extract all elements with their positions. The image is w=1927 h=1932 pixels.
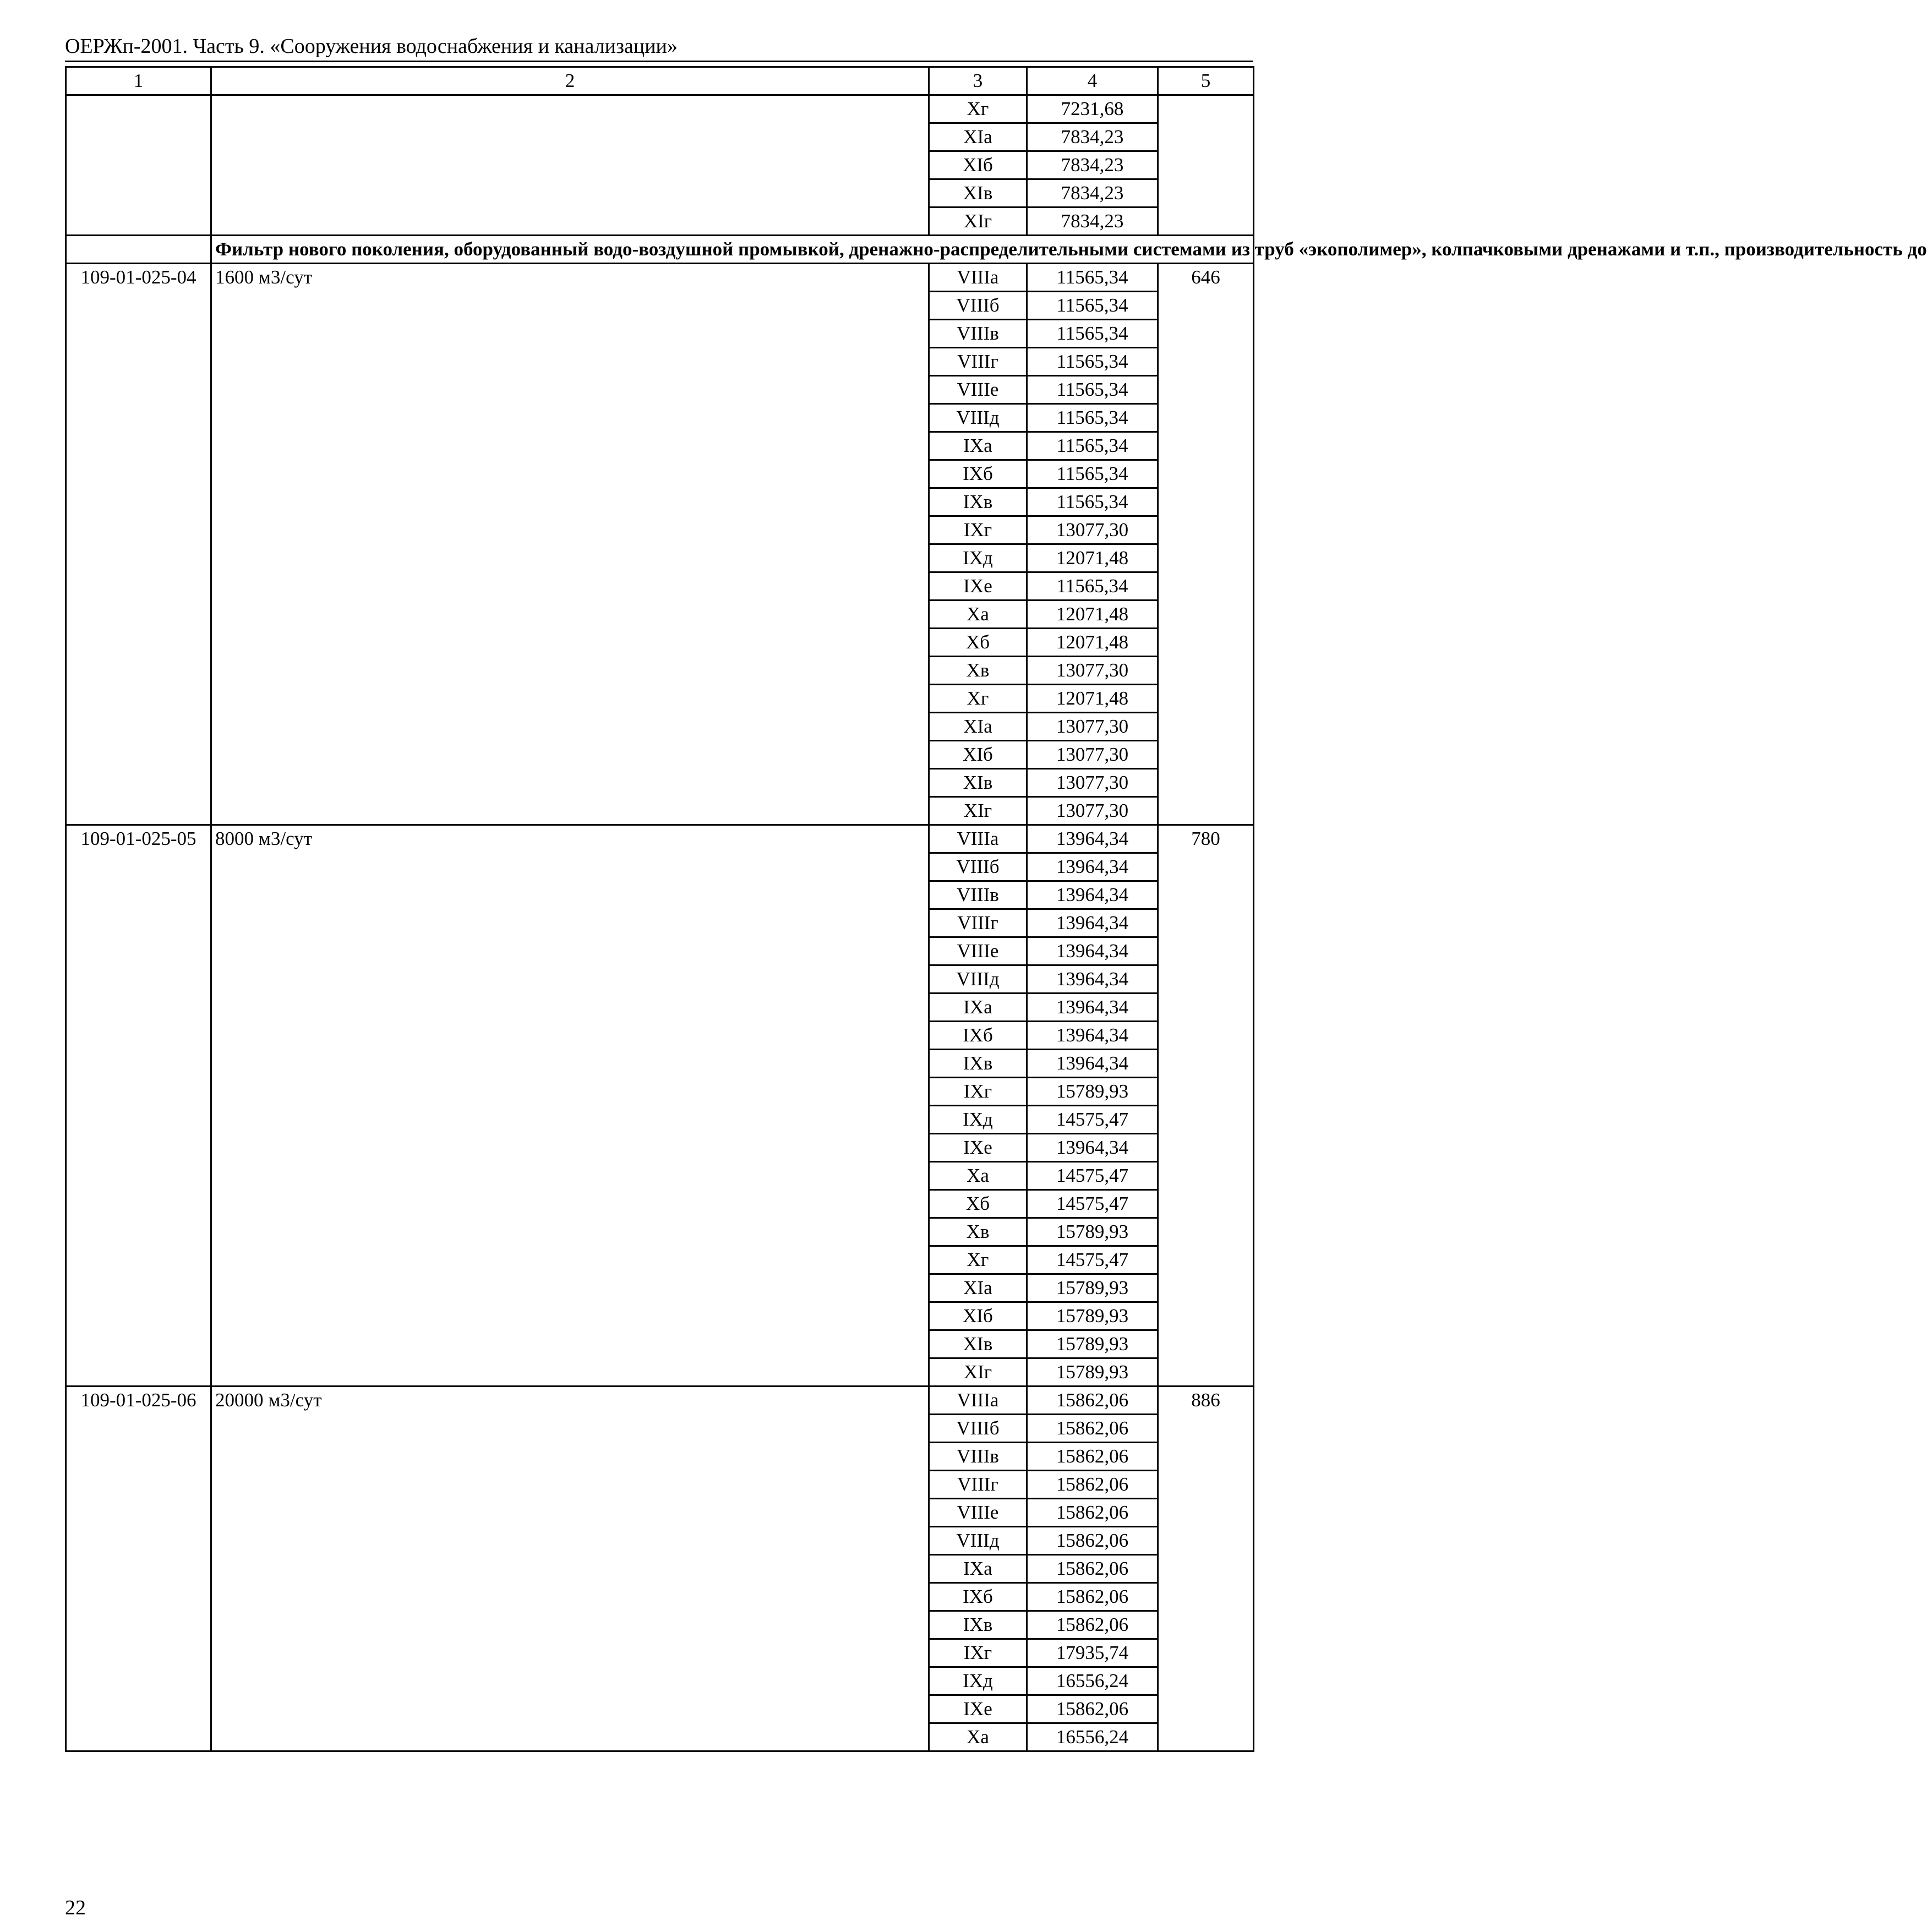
item-description: 8000 м3/сут	[211, 825, 929, 1387]
price-cell: 15862,06	[1027, 1387, 1158, 1415]
price-cell: 13077,30	[1027, 797, 1158, 825]
zone-cell: IXa	[929, 432, 1027, 460]
price-cell: 15862,06	[1027, 1499, 1158, 1527]
price-cell: 13077,30	[1027, 741, 1158, 769]
item-description: 20000 м3/сут	[211, 1387, 929, 1751]
zone-cell: XIг	[929, 797, 1027, 825]
price-cell: 15789,93	[1027, 1218, 1158, 1246]
zone-cell: VIIIд	[929, 404, 1027, 432]
zone-cell: VIIIa	[929, 1387, 1027, 1415]
price-cell: 15862,06	[1027, 1695, 1158, 1723]
price-cell: 11565,34	[1027, 264, 1158, 292]
zone-cell: VIIIб	[929, 1415, 1027, 1443]
price-cell: 15862,06	[1027, 1555, 1158, 1583]
price-cell: 15789,93	[1027, 1358, 1158, 1387]
table-row	[66, 1387, 1254, 1415]
price-cell: 11565,34	[1027, 348, 1158, 376]
zone-cell: VIIIe	[929, 376, 1027, 404]
zone-cell: XIa	[929, 123, 1027, 151]
section-heading-row	[66, 236, 1254, 264]
price-cell: 11565,34	[1027, 460, 1158, 488]
item-description: 1600 м3/сут	[211, 264, 929, 825]
price-cell: 15789,93	[1027, 1078, 1158, 1106]
zone-cell: VIIIa	[929, 264, 1027, 292]
zone-cell: VIIIб	[929, 292, 1027, 320]
price-cell: 11565,34	[1027, 488, 1158, 516]
price-cell: 15789,93	[1027, 1302, 1158, 1330]
table-row	[66, 95, 1254, 123]
col5-value: 886	[1158, 1387, 1254, 1751]
page-number: 22	[65, 1896, 86, 1919]
price-cell: 15862,06	[1027, 1471, 1158, 1499]
price-cell: 15862,06	[1027, 1415, 1158, 1443]
rates-table	[65, 66, 1927, 1752]
price-cell: 13964,34	[1027, 937, 1158, 965]
price-cell: 7834,23	[1027, 151, 1158, 179]
rates-table-body	[66, 67, 1927, 1751]
price-cell: 15789,93	[1027, 1274, 1158, 1302]
zone-cell: IXг	[929, 1639, 1027, 1667]
zone-cell: VIIIв	[929, 320, 1027, 348]
zone-cell: IXa	[929, 1555, 1027, 1583]
zone-cell: VIIIe	[929, 1499, 1027, 1527]
column-number-cell: 4	[1027, 67, 1158, 95]
zone-cell: IXв	[929, 1050, 1027, 1078]
price-cell: 7834,23	[1027, 208, 1158, 236]
zone-cell: Xг	[929, 685, 1027, 713]
price-cell: 11565,34	[1027, 572, 1158, 601]
price-cell: 15862,06	[1027, 1583, 1158, 1611]
price-cell: 14575,47	[1027, 1106, 1158, 1134]
price-cell: 14575,47	[1027, 1162, 1158, 1190]
zone-cell: VIIIб	[929, 853, 1027, 881]
column-number-row	[66, 67, 1254, 95]
zone-cell: XIг	[929, 208, 1027, 236]
zone-cell: XIб	[929, 1302, 1027, 1330]
price-cell: 13077,30	[1027, 657, 1158, 685]
zone-cell: VIIIe	[929, 937, 1027, 965]
zone-cell: IXб	[929, 1583, 1027, 1611]
zone-cell: XIв	[929, 179, 1027, 208]
price-cell: 7834,23	[1027, 123, 1158, 151]
price-cell: 12071,48	[1027, 685, 1158, 713]
price-cell: 11565,34	[1027, 404, 1158, 432]
price-cell: 15862,06	[1027, 1611, 1158, 1639]
col5-value: 780	[1158, 825, 1254, 1387]
zone-cell: VIIIг	[929, 1471, 1027, 1499]
zone-cell: Xв	[929, 1218, 1027, 1246]
item-code: 109-01-025-05	[66, 825, 211, 1387]
zone-cell: Xг	[929, 1246, 1027, 1274]
zone-cell: VIIIг	[929, 348, 1027, 376]
header-rule	[65, 61, 1253, 62]
zone-cell: IXд	[929, 544, 1027, 572]
price-cell: 15862,06	[1027, 1527, 1158, 1555]
zone-cell: Xб	[929, 1190, 1027, 1218]
zone-cell: IXe	[929, 1134, 1027, 1162]
zone-cell: VIIIa	[929, 825, 1027, 853]
price-cell: 11565,34	[1027, 320, 1158, 348]
code-cell	[66, 236, 211, 264]
column-number-cell: 1	[66, 67, 211, 95]
zone-cell: IXд	[929, 1667, 1027, 1695]
zone-cell: IXe	[929, 572, 1027, 601]
section-heading: Фильтр нового поколения, оборудованный водо-воздушной промывкой, дренажно-распределительными системами из труб «экополимер», колпачковыми дренажами и т.п., производительность до	[211, 236, 1254, 264]
zone-cell: Xa	[929, 601, 1027, 629]
zone-cell: VIIIг	[929, 909, 1027, 937]
zone-cell: XIв	[929, 769, 1027, 797]
column-number-cell: 2	[211, 67, 929, 95]
table-row	[66, 264, 1254, 292]
zone-cell: IXв	[929, 488, 1027, 516]
price-cell: 15862,06	[1027, 1443, 1158, 1471]
zone-cell: XIa	[929, 1274, 1027, 1302]
price-cell: 12071,48	[1027, 601, 1158, 629]
price-cell: 17935,74	[1027, 1639, 1158, 1667]
zone-cell: IXб	[929, 460, 1027, 488]
zone-cell: IXв	[929, 1611, 1027, 1639]
price-cell: 11565,34	[1027, 292, 1158, 320]
zone-cell: Xa	[929, 1723, 1027, 1751]
price-cell: 13964,34	[1027, 1050, 1158, 1078]
zone-cell: XIг	[929, 1358, 1027, 1387]
zone-cell: VIIIв	[929, 1443, 1027, 1471]
column-number-cell: 3	[929, 67, 1027, 95]
price-cell: 15789,93	[1027, 1330, 1158, 1358]
zone-cell: VIIIд	[929, 965, 1027, 994]
price-cell: 14575,47	[1027, 1246, 1158, 1274]
code-cell	[66, 95, 211, 236]
zone-cell: IXд	[929, 1106, 1027, 1134]
price-cell: 14575,47	[1027, 1190, 1158, 1218]
price-cell: 16556,24	[1027, 1667, 1158, 1695]
col5-value: 646	[1158, 264, 1254, 825]
price-cell: 13964,34	[1027, 853, 1158, 881]
table-row	[66, 825, 1254, 853]
zone-cell: XIб	[929, 741, 1027, 769]
price-cell: 11565,34	[1027, 376, 1158, 404]
description-cell	[211, 95, 929, 236]
zone-cell: Xв	[929, 657, 1027, 685]
zone-cell: Xб	[929, 629, 1027, 657]
price-cell: 13964,34	[1027, 1022, 1158, 1050]
zone-cell: VIIIд	[929, 1527, 1027, 1555]
zone-cell: XIa	[929, 713, 1027, 741]
col5-cell	[1158, 95, 1254, 236]
price-cell: 13964,34	[1027, 965, 1158, 994]
zone-cell: IXa	[929, 994, 1027, 1022]
zone-cell: XIб	[929, 151, 1027, 179]
item-code: 109-01-025-04	[66, 264, 211, 825]
price-cell: 7231,68	[1027, 95, 1158, 123]
zone-cell: IXe	[929, 1695, 1027, 1723]
price-cell: 13964,34	[1027, 881, 1158, 909]
price-cell: 13964,34	[1027, 909, 1158, 937]
price-cell: 12071,48	[1027, 629, 1158, 657]
zone-cell: IXг	[929, 1078, 1027, 1106]
price-cell: 13964,34	[1027, 1134, 1158, 1162]
price-cell: 16556,24	[1027, 1723, 1158, 1751]
zone-cell: IXб	[929, 1022, 1027, 1050]
zone-cell: Xa	[929, 1162, 1027, 1190]
zone-cell: Xг	[929, 95, 1027, 123]
price-cell: 13964,34	[1027, 825, 1158, 853]
price-cell: 13077,30	[1027, 713, 1158, 741]
price-cell: 12071,48	[1027, 544, 1158, 572]
price-cell: 11565,34	[1027, 432, 1158, 460]
zone-cell: IXг	[929, 516, 1027, 544]
price-cell: 7834,23	[1027, 179, 1158, 208]
price-cell: 13077,30	[1027, 516, 1158, 544]
page-header-title: ОЕРЖп-2001. Часть 9. «Сооружения водоснабжения и канализации»	[65, 35, 678, 58]
column-number-cell: 5	[1158, 67, 1254, 95]
zone-cell: VIIIв	[929, 881, 1027, 909]
zone-cell: XIв	[929, 1330, 1027, 1358]
price-cell: 13964,34	[1027, 994, 1158, 1022]
item-code: 109-01-025-06	[66, 1387, 211, 1751]
price-cell: 13077,30	[1027, 769, 1158, 797]
